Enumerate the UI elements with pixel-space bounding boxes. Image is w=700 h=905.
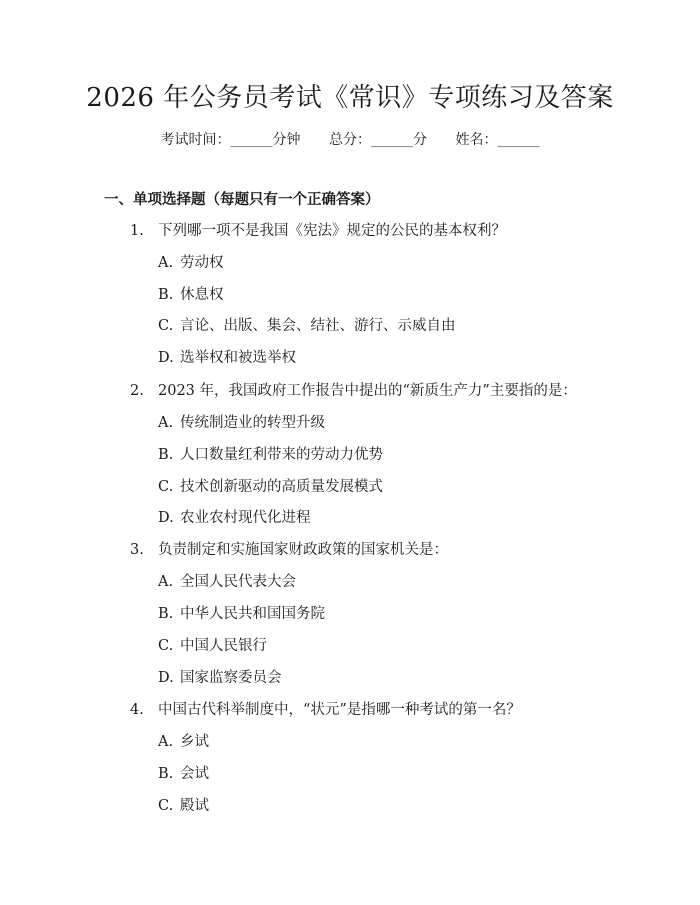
name-label: 姓名：______ [455, 132, 540, 148]
option-text: 言论、出版、集会、结社、游行、示威自由 [180, 318, 456, 334]
option-letter: D. [158, 350, 174, 366]
page-title: 2026 年公务员考试《常识》专项练习及答案 [86, 83, 614, 113]
option-text: 选举权和被选举权 [180, 350, 296, 366]
option-letter: A. [158, 415, 174, 431]
option-text: 休息权 [180, 287, 224, 303]
option-letter: C. [158, 798, 174, 814]
option-letter: B. [158, 766, 174, 782]
question-1-option-b [158, 285, 224, 305]
option-text: 技术创新驱动的高质量发展模式 [180, 479, 383, 495]
option-letter: C. [158, 479, 174, 495]
question-4-option-c [158, 796, 209, 816]
option-text: 人口数量红利带来的劳动力优势 [180, 447, 383, 463]
question-number: 2. [130, 383, 144, 399]
question-4 [130, 700, 521, 720]
option-text: 殿试 [180, 798, 209, 814]
question-3-option-d [158, 668, 282, 688]
question-2-option-a [158, 413, 325, 433]
total-score-label: 总分：______分 [329, 132, 427, 148]
question-text: 中国古代科举制度中，“状元”是指哪一种考试的第一名？ [158, 702, 521, 718]
option-text: 农业农村现代化进程 [180, 510, 311, 526]
option-text: 乡试 [180, 734, 209, 750]
question-2-option-d [158, 508, 311, 528]
option-text: 劳动权 [180, 255, 224, 271]
question-3 [130, 540, 448, 560]
question-3-option-b [158, 604, 325, 624]
option-letter: A. [158, 734, 174, 750]
question-4-option-b [158, 764, 209, 784]
question-3-option-c [158, 636, 267, 656]
exam-meta-line [0, 130, 700, 150]
question-2-option-b [158, 445, 383, 465]
question-1-option-d [158, 348, 296, 368]
option-letter: B. [158, 287, 174, 303]
question-number: 1. [130, 223, 144, 239]
option-text: 传统制造业的转型升级 [180, 415, 325, 431]
option-letter: D. [158, 510, 174, 526]
option-letter: A. [158, 255, 174, 271]
question-4-option-a [158, 732, 209, 752]
question-text: 负责制定和实施国家财政政策的国家机关是： [158, 542, 448, 558]
question-3-option-a [158, 572, 296, 592]
option-text: 全国人民代表大会 [180, 574, 296, 590]
exam-time-label: 考试时间：______分钟 [160, 132, 301, 148]
option-letter: D. [158, 670, 174, 686]
option-text: 会试 [180, 766, 209, 782]
option-letter: B. [158, 447, 174, 463]
option-letter: B. [158, 606, 174, 622]
question-2-option-c [158, 477, 383, 497]
question-2 [130, 381, 577, 401]
question-1-option-a [158, 253, 224, 273]
question-1-option-c [158, 316, 456, 336]
section-title: 一、单项选择题（每题只有一个正确答案） [104, 191, 380, 208]
option-text: 中国人民银行 [180, 638, 267, 654]
question-1 [130, 221, 506, 241]
question-text: 下列哪一项不是我国《宪法》规定的公民的基本权利？ [158, 223, 506, 239]
option-letter: C. [158, 318, 174, 334]
option-text: 中华人民共和国国务院 [180, 606, 325, 622]
question-text: 2023 年，我国政府工作报告中提出的“新质生产力”主要指的是： [158, 383, 577, 399]
option-letter: C. [158, 638, 174, 654]
question-number: 4. [130, 702, 144, 718]
question-number: 3. [130, 542, 144, 558]
option-letter: A. [158, 574, 174, 590]
option-text: 国家监察委员会 [180, 670, 282, 686]
